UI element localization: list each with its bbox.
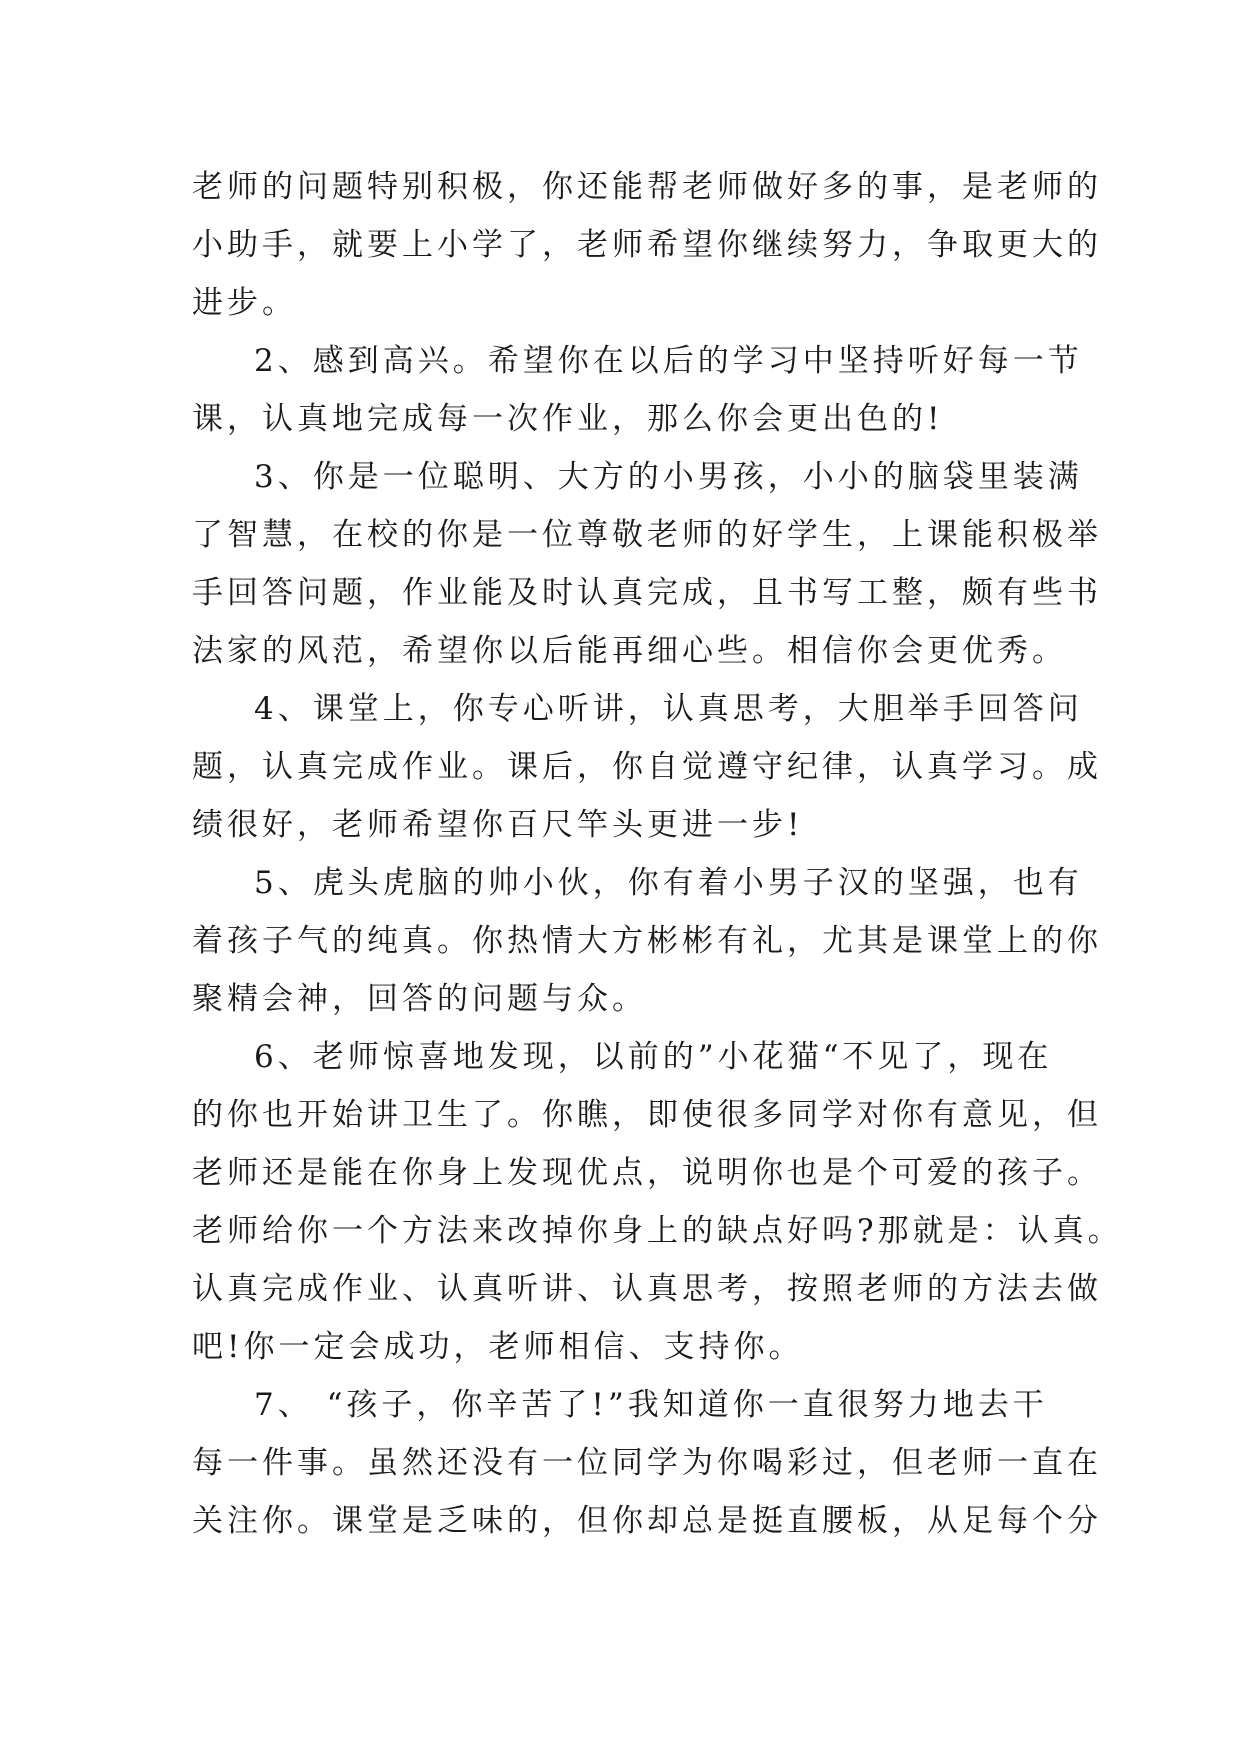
text-line: 的你也开始讲卫生了。你瞧，即使很多同学对你有意见，但	[192, 1097, 1102, 1133]
text-line: 认真完成作业、认真听讲、认真思考，按照老师的方法去做	[192, 1271, 1102, 1307]
text-line: 3、你是一位聪明、大方的小男孩，小小的脑袋里装满	[254, 459, 1083, 495]
text-line: 7、 “孩子，你辛苦了!”我知道你一直很努力地去干	[254, 1387, 1048, 1423]
text-line: 法家的风范，希望你以后能再细心些。相信你会更优秀。	[192, 633, 1067, 669]
text-line: 关注你。课堂是乏味的，但你却总是挺直腰板，从足每个分	[192, 1503, 1102, 1539]
text-line: 老师给你一个方法来改掉你身上的缺点好吗?那就是：认真。	[192, 1213, 1123, 1249]
text-line: 聚精会神，回答的问题与众。	[192, 981, 647, 1017]
text-line: 6、老师惊喜地发现，以前的”小花猫“不见了，现在	[254, 1039, 1053, 1075]
text-line: 老师还是能在你身上发现优点，说明你也是个可爱的孩子。	[192, 1155, 1102, 1191]
text-line: 5、虎头虎脑的帅小伙，你有着小男子汉的坚强，也有	[254, 865, 1083, 901]
text-line: 每一件事。虽然还没有一位同学为你喝彩过，但老师一直在	[192, 1445, 1102, 1481]
text-line: 了智慧，在校的你是一位尊敬老师的好学生，上课能积极举	[192, 517, 1102, 553]
document-body	[192, 158, 1123, 1550]
text-line: 小助手，就要上小学了，老师希望你继续努力，争取更大的	[192, 227, 1102, 263]
text-line: 4、课堂上，你专心听讲，认真思考，大胆举手回答问	[254, 691, 1083, 727]
text-line: 进步。	[192, 285, 297, 321]
text-line: 手回答问题，作业能及时认真完成，且书写工整，颇有些书	[192, 575, 1102, 611]
text-line: 着孩子气的纯真。你热情大方彬彬有礼，尤其是课堂上的你	[192, 923, 1102, 959]
text-line: 绩很好，老师希望你百尺竿头更进一步!	[192, 807, 804, 843]
text-line: 老师的问题特别积极，你还能帮老师做好多的事，是老师的	[192, 169, 1102, 205]
text-line: 题，认真完成作业。课后，你自觉遵守纪律，认真学习。成	[192, 749, 1102, 785]
text-line: 课，认真地完成每一次作业，那么你会更出色的!	[192, 401, 944, 437]
text-line: 2、感到高兴。希望你在以后的学习中坚持听好每一节	[254, 343, 1083, 379]
text-line: 吧!你一定会成功，老师相信、支持你。	[192, 1329, 804, 1365]
